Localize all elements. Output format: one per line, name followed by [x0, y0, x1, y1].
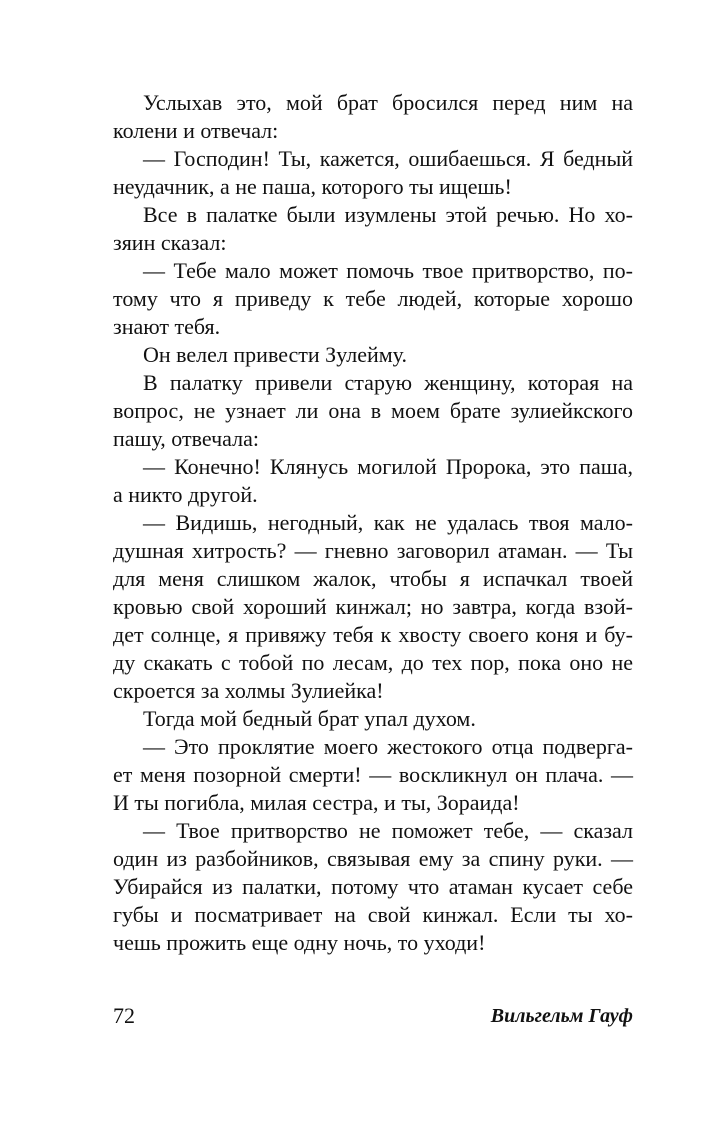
text-line: Все в палатке были изумлены этой речью. Но хо-: [143, 202, 633, 227]
paragraph: [113, 817, 633, 957]
text-line: — Тебе мало может помочь твое притворство, по-: [143, 258, 633, 283]
text-line: В палатку привели старую женщину, которая на: [143, 370, 633, 395]
text-line: тому что я приведу к тебе людей, которые хорошо: [113, 286, 633, 311]
text-line: — Это проклятие моего жестокого отца подверга-: [143, 734, 633, 759]
text-line: Услыхав это, мой брат бросился перед ним на: [143, 90, 633, 115]
text-line: душная хитрость? — гневно заговорил атаман. — Ты: [113, 538, 633, 563]
page-number: 72: [113, 1003, 135, 1028]
page-body: [113, 89, 633, 957]
text-line: ет меня позорной смерти! — воскликнул он плача. —: [113, 762, 633, 787]
text-line: зяин сказал:: [113, 230, 227, 255]
text-line: дет солнце, я привяжу тебя к хвосту своего коня и бу-: [113, 622, 633, 647]
text-line: — Твое притворство не поможет тебе, — сказал: [143, 818, 633, 843]
text-line: — Господин! Ты, кажется, ошибаешься. Я бедный: [143, 146, 633, 171]
text-line: кровью свой хороший кинжал; но завтра, когда взой-: [113, 594, 633, 619]
text-line: ду скакать с тобой по лесам, до тех пор, пока оно не: [113, 650, 633, 675]
paragraph: [113, 201, 633, 257]
paragraph: [113, 145, 633, 201]
text-line: губы и посматривает на свой кинжал. Если ты хо-: [113, 902, 633, 927]
text-line: колени и отвечал:: [113, 118, 279, 143]
paragraph: [113, 89, 633, 145]
text-line: пашу, отвечала:: [113, 426, 259, 451]
paragraph: [113, 509, 633, 705]
paragraph: [113, 733, 633, 817]
text-line: один из разбойников, связывая ему за спину руки. —: [113, 846, 633, 871]
paragraph: [113, 341, 633, 369]
text-line: чешь прожить еще одну ночь, то уходи!: [113, 930, 486, 955]
text-line: неудачник, а не паша, которого ты ищешь!: [113, 174, 512, 199]
text-line: И ты погибла, милая сестра, и ты, Зораида!: [113, 790, 520, 815]
running-footer-author: Вильгельм Гауф: [490, 1005, 633, 1027]
text-line: Он велел привести Зулейму.: [143, 342, 407, 367]
text-line: Убирайся из палатки, потому что атаман кусает себе: [113, 874, 633, 899]
text-line: — Видишь, негодный, как не удалась твоя мало-: [143, 510, 633, 535]
paragraph: [113, 257, 633, 341]
text-line: знают тебя.: [113, 314, 221, 339]
paragraph: [113, 453, 633, 509]
text-line: вопрос, не узнает ли она в моем брате зулиейкского: [113, 398, 633, 423]
text-line: а никто другой.: [113, 482, 258, 507]
text-line: Тогда мой бедный брат упал духом.: [143, 706, 476, 731]
paragraph: [113, 369, 633, 453]
paragraph: [113, 705, 633, 733]
text-line: скроется за холмы Зулиейка!: [113, 678, 384, 703]
text-line: для меня слишком жалок, чтобы я испачкал твоей: [113, 566, 633, 591]
text-line: — Конечно! Клянусь могилой Пророка, это паша,: [143, 454, 633, 479]
